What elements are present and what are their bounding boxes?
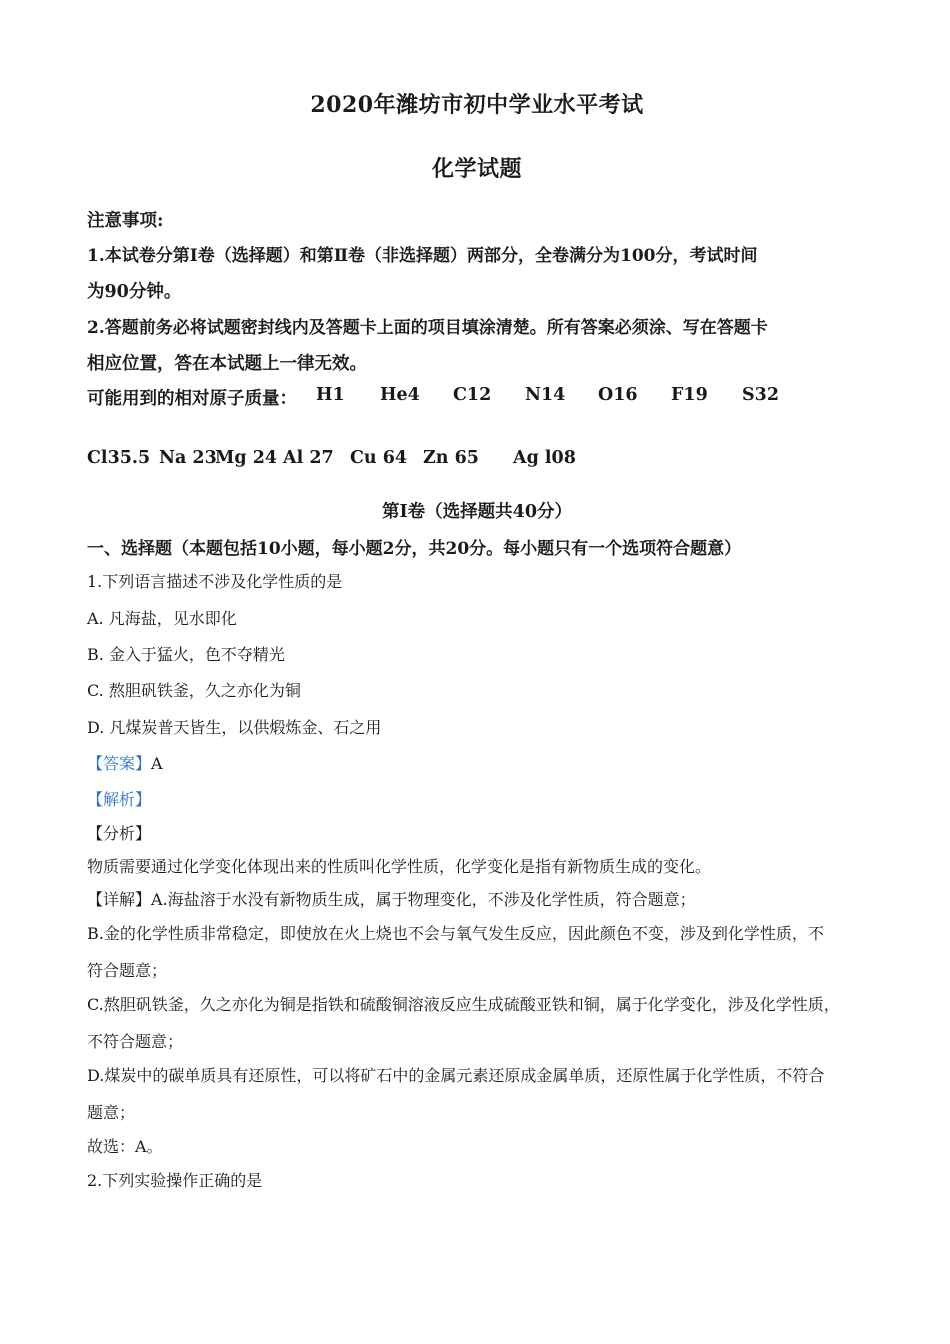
atomic-mass-item: Al 27 xyxy=(283,448,334,468)
atomic-mass-item: H1 xyxy=(316,385,345,405)
atomic-mass-item: N14 xyxy=(525,385,566,405)
detail-a: A.海盐溶于水没有新物质生成，属于物理变化，不涉及化学性质，符合题意； xyxy=(151,890,696,909)
q2-stem: 2.下列实验操作正确的是 xyxy=(87,1171,263,1190)
atomic-mass-label: 可能用到的相对原子质量： xyxy=(87,389,297,409)
answer-tag: 【答案】 xyxy=(87,754,152,773)
answer-value: A xyxy=(151,754,163,773)
detail-c-line1: C.熬胆矾铁釜，久之亦化为铜是指铁和硫酸铜溶液反应生成硫酸亚铁和铜，属于化学变化，涉及化学性质， xyxy=(87,995,840,1014)
detail-a-line xyxy=(87,887,696,910)
atomic-mass-item: Ag l08 xyxy=(513,448,576,468)
section-heading: 一、选择题（本题包括10小题，每小题2分，共20分。每小题只有一个选项符合题意） xyxy=(87,539,742,559)
q1-choice: 故选：A。 xyxy=(87,1137,163,1156)
atomic-mass-item: Cl35.5 xyxy=(87,448,151,468)
q1-option-a: A. 凡海盐，见水即化 xyxy=(87,609,237,628)
fenxi-text: 物质需要通过化学变化体现出来的性质叫化学性质，化学变化是指有新物质生成的变化。 xyxy=(87,857,712,876)
detail-d-line1: D.煤炭中的碳单质具有还原性，可以将矿石中的金属元素还原成金属单质，还原性属于化学性质，不符合 xyxy=(87,1066,825,1085)
atomic-mass-item: C12 xyxy=(453,385,492,405)
notice-heading: 注意事项: xyxy=(87,211,164,231)
atomic-mass-item: He4 xyxy=(380,385,420,405)
notice-item1-line1: 1.本试卷分第Ⅰ卷（选择题）和第Ⅱ卷（非选择题）两部分，全卷满分为100分，考试时间 xyxy=(87,246,758,266)
detail-d-line2: 题意； xyxy=(87,1103,136,1122)
notice-item2-line1: 2.答题前务必将试题密封线内及答题卡上面的项目填涂清楚。所有答案必须涂、写在答题卡 xyxy=(87,318,768,338)
atomic-mass-item: Na 23 xyxy=(159,448,217,468)
analysis-tag: 【解析】 xyxy=(87,790,152,809)
atomic-mass-item: O16 xyxy=(598,385,638,405)
atomic-mass-item: Zn 65 xyxy=(423,448,479,468)
exam-subtitle: 化学试题 xyxy=(431,156,522,182)
part-title: 第Ⅰ卷（选择题共40分） xyxy=(381,502,573,522)
atomic-mass-item: Cu 64 xyxy=(350,448,408,468)
exam-title: 2020年潍坊市初中学业水平考试 xyxy=(310,92,644,118)
fenxi-tag: 【分析】 xyxy=(87,824,152,843)
atomic-mass-item: S32 xyxy=(742,385,779,405)
atomic-mass-item: F19 xyxy=(671,385,708,405)
atomic-mass-item: Mg 24 xyxy=(215,448,278,468)
q1-option-b: B. 金入于猛火，色不夺精光 xyxy=(87,645,285,664)
q1-option-d: D. 凡煤炭普天皆生，以供煅炼金、石之用 xyxy=(87,718,382,737)
notice-item1-line2: 为90分钟。 xyxy=(87,282,182,302)
detail-c-line2: 不符合题意； xyxy=(87,1032,184,1051)
detail-b-line2: 符合题意； xyxy=(87,961,168,980)
notice-item2-line2: 相应位置，答在本试题上一律无效。 xyxy=(87,354,367,374)
detail-b-line1: B.金的化学性质非常稳定，即使放在火上烧也不会与氧气发生反应，因此颜色不变，涉及到化学性质，不 xyxy=(87,924,824,943)
q1-option-c: C. 熬胆矾铁釜，久之亦化为铜 xyxy=(87,681,301,700)
q1-answer-line xyxy=(87,751,163,774)
q1-stem: 1.下列语言描述不涉及化学性质的是 xyxy=(87,572,343,591)
detail-tag: 【详解】 xyxy=(87,890,152,909)
